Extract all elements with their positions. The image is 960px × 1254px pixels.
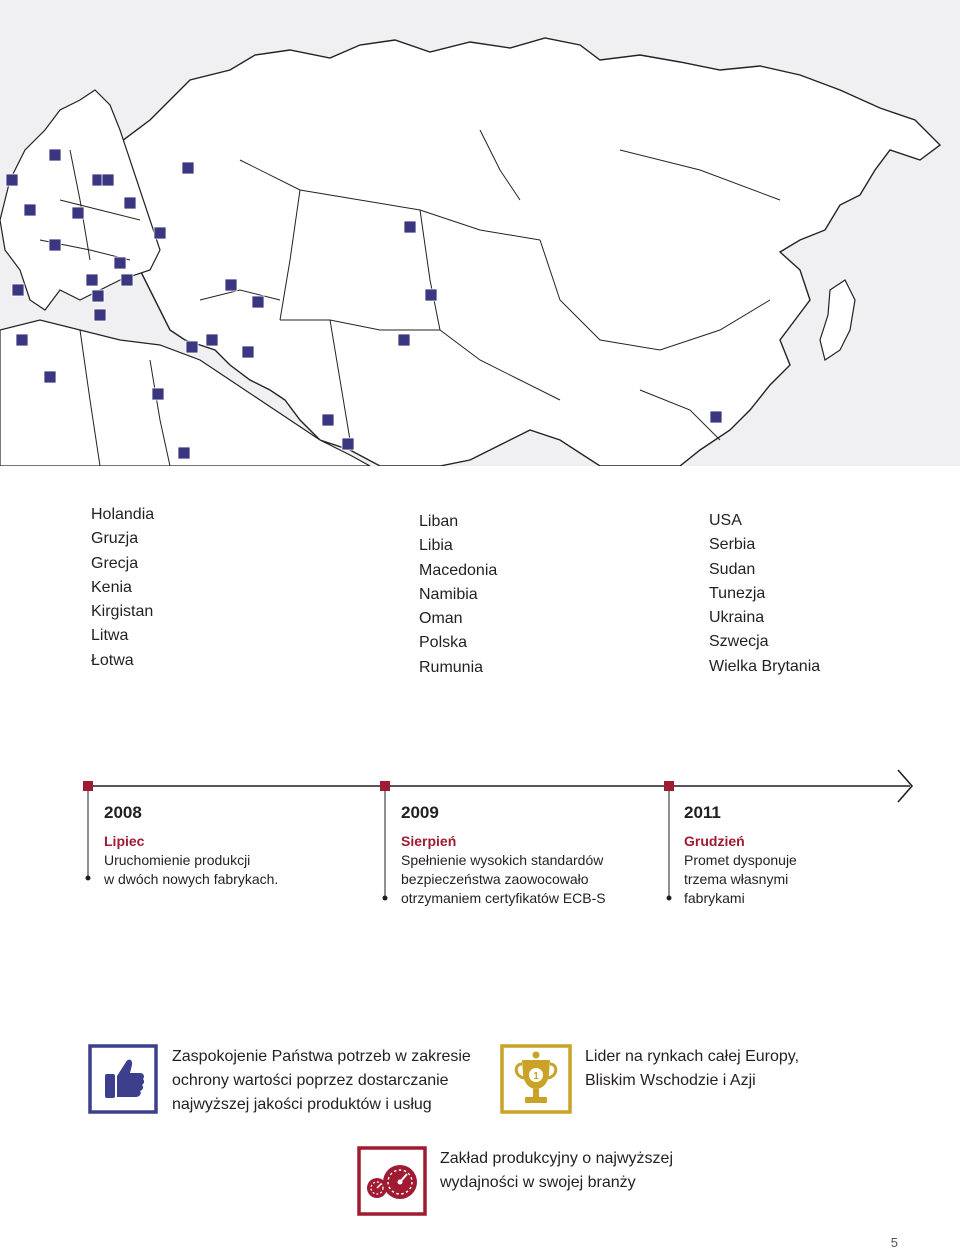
country-name: Litwa — [91, 627, 129, 645]
feature-line: najwyższej jakości produktów i usług — [172, 1096, 432, 1113]
country-name: Serbia — [709, 536, 756, 554]
location-marker — [49, 149, 61, 161]
location-marker — [16, 334, 28, 346]
timeline-dot — [383, 896, 388, 901]
location-marker — [154, 227, 166, 239]
feature-quality-text — [172, 1045, 471, 1117]
location-marker — [225, 279, 237, 291]
country-name: Kirgistan — [91, 603, 154, 621]
timeline-month: Grudzień — [684, 833, 745, 849]
location-marker — [121, 274, 133, 286]
location-marker — [186, 341, 198, 353]
map — [0, 0, 960, 466]
location-marker — [398, 334, 410, 346]
page-number: 5 — [890, 1235, 898, 1250]
country-name: Wielka Brytania — [709, 657, 821, 675]
feature-line: wydajności w swojej branży — [440, 1174, 636, 1191]
timeline-item-2008 — [104, 803, 278, 889]
feature-line: Zaspokojenie Państwa potrzeb w zakresie — [172, 1048, 471, 1065]
location-marker — [24, 204, 36, 216]
country-name: Łotwa — [91, 651, 134, 669]
timeline-month: Lipiec — [104, 833, 145, 849]
timeline-marker — [83, 781, 93, 791]
timeline-dot — [667, 896, 672, 901]
timeline-month: Sierpień — [401, 833, 457, 849]
location-marker — [206, 334, 218, 346]
timeline-text: Promet dysponuje — [684, 852, 797, 868]
timeline-text: w dwóch nowych fabrykach. — [104, 871, 279, 887]
location-marker — [182, 162, 194, 174]
country-name: Ukraina — [709, 609, 765, 627]
location-marker — [72, 207, 84, 219]
location-marker — [178, 447, 190, 459]
country-name: USA — [709, 512, 742, 529]
location-marker — [92, 290, 104, 302]
location-marker — [94, 309, 106, 321]
location-marker — [12, 284, 24, 296]
country-name: Polska — [419, 634, 468, 652]
country-name: Liban — [419, 513, 459, 530]
location-marker — [710, 411, 722, 423]
location-marker — [152, 388, 164, 400]
country-list-1 — [91, 503, 154, 673]
location-marker — [124, 197, 136, 209]
country-name: Oman — [419, 610, 463, 628]
timeline-text: Spełnienie wysokich standardów — [401, 852, 604, 868]
gauges-icon — [357, 1146, 427, 1216]
svg-text:1: 1 — [533, 1071, 539, 1082]
thumbs-up-icon — [88, 1044, 158, 1114]
trophy-icon — [500, 1044, 572, 1114]
timeline-text: bezpieczeństwa zaowocowało — [401, 871, 589, 887]
country-name: Namibia — [419, 585, 478, 603]
country-name: Grecja — [91, 554, 139, 572]
feature-line: Zakład produkcyjny o najwyższej — [440, 1150, 673, 1167]
location-marker — [44, 371, 56, 383]
timeline-marker — [664, 781, 674, 791]
country-name: Sudan — [709, 560, 756, 578]
location-marker — [252, 296, 264, 308]
feature-leader-text — [585, 1045, 799, 1093]
country-name: Holandia — [91, 506, 155, 523]
location-marker — [404, 221, 416, 233]
country-name: Macedonia — [419, 561, 498, 579]
timeline-year: 2008 — [104, 803, 142, 822]
country-name: Tunezja — [709, 584, 766, 602]
timeline-text: fabrykami — [684, 890, 745, 906]
country-name: Libia — [419, 537, 453, 555]
country-name: Rumunia — [419, 658, 484, 676]
feature-line: ochrony wartości poprzez dostarczanie — [172, 1072, 449, 1089]
location-marker — [6, 174, 18, 186]
country-name: Gruzja — [91, 530, 139, 548]
location-marker — [102, 174, 114, 186]
feature-line: Bliskim Wschodzie i Azji — [585, 1072, 756, 1089]
timeline-text: trzema własnymi — [684, 871, 789, 887]
timeline-year: 2009 — [401, 803, 439, 822]
location-marker — [49, 239, 61, 251]
feature-plant-text — [440, 1147, 673, 1195]
location-marker — [322, 414, 334, 426]
location-marker — [342, 438, 354, 450]
timeline-text: otrzymaniem certyfikatów ECB-S — [401, 890, 606, 906]
location-marker — [114, 257, 126, 269]
timeline-item-2011 — [684, 803, 797, 908]
timeline-item-2009 — [401, 803, 606, 908]
timeline-dot — [86, 876, 91, 881]
timeline-year: 2011 — [684, 803, 721, 822]
location-marker — [86, 274, 98, 286]
country-name: Kenia — [91, 578, 132, 596]
country-list-2 — [419, 510, 497, 680]
feature-line: Lider na rynkach całej Europy, — [585, 1048, 800, 1065]
country-list-3 — [709, 509, 820, 679]
timeline-marker — [380, 781, 390, 791]
location-marker — [242, 346, 254, 358]
country-name: Szwecja — [709, 633, 769, 651]
location-marker — [425, 289, 437, 301]
timeline-text: Uruchomienie produkcji — [104, 852, 251, 868]
